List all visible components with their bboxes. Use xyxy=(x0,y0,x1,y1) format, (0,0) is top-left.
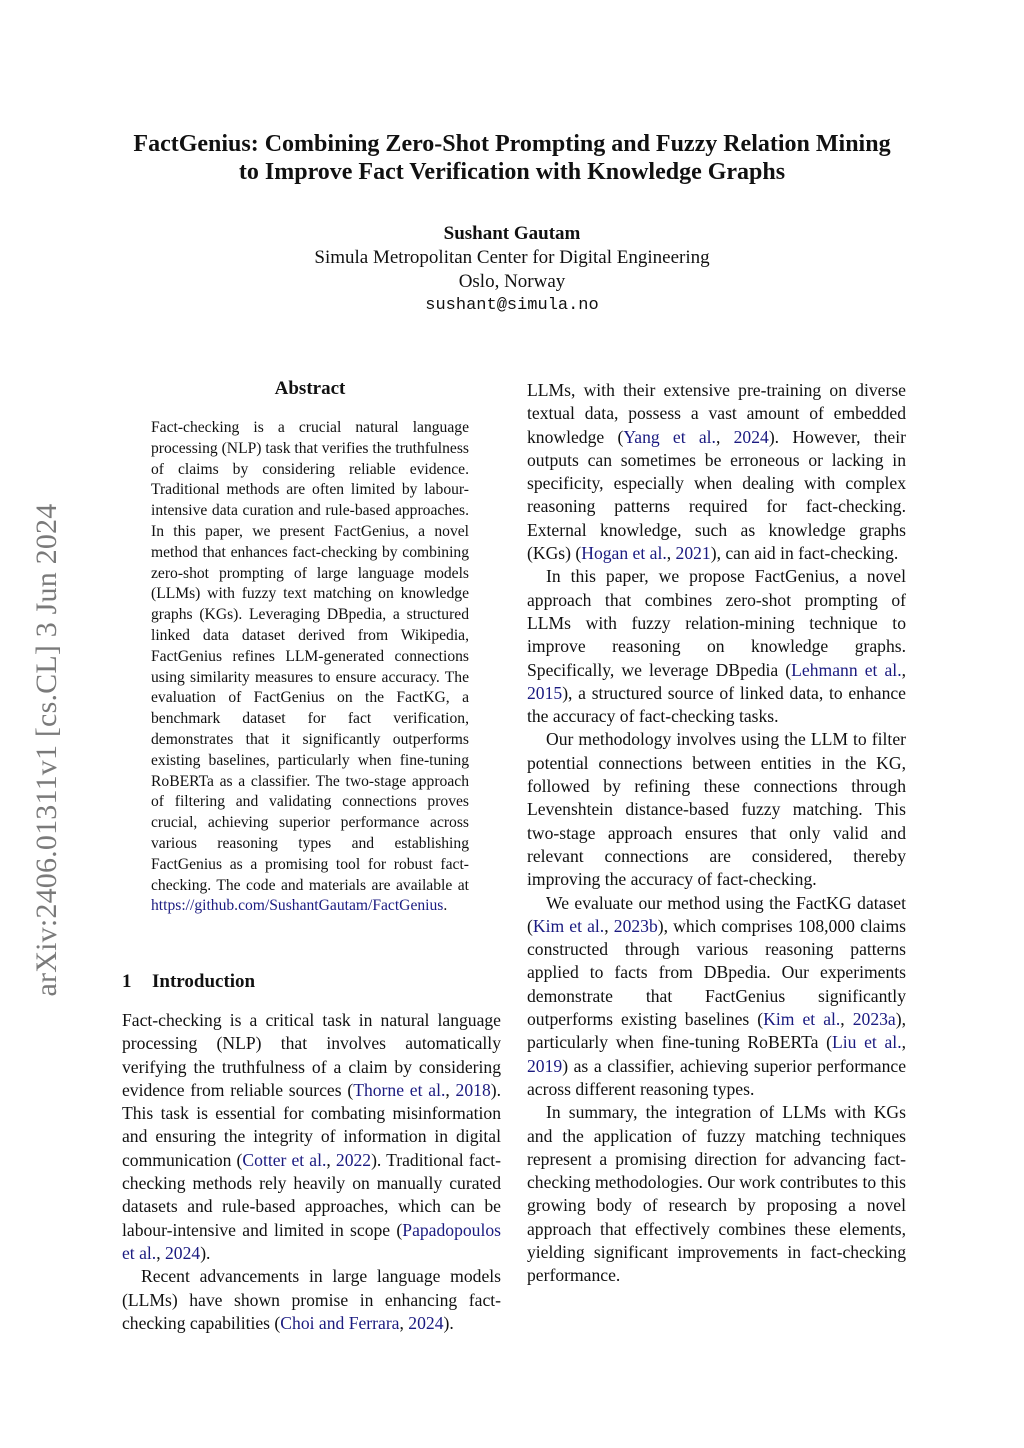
citation-link[interactable]: 2021 xyxy=(675,543,711,564)
code-repository-link[interactable]: https://github.com/SushantGautam/FactGenius xyxy=(151,897,444,915)
abstract-end: . xyxy=(443,897,448,915)
text-span: LLMs, with their extensive pre-training on diverse textual data, possess a vast amount of embedded knowledge ( xyxy=(527,380,906,447)
title-line-1: FactGenius: Combining Zero-Shot Prompting and Fuzzy Relation Mining xyxy=(133,131,891,157)
citation-link[interactable]: Lehmann et al. xyxy=(791,659,902,680)
text-span: ), a structured source of linked data, to enhance the accuracy of fact-checking tasks. xyxy=(527,682,906,727)
abstract-body: Fact-checking is a crucial natural language processing (NLP) task that verifies the truthfulness of claims by considering reliable evidence. Traditional methods are often limited by labour-intensive data curation and rule-based approaches. In this paper, we present FactGenius, a novel method that enhances fact-checking by combining zero-shot prompting of large language models (LLMs) with fuzzy text matching on knowledge graphs (KGs). Leveraging DBpedia, a structured linked data dataset derived from Wikipedia, FactGenius refines LLM-generated connections using similarity measures to ensure accuracy. The evaluation of FactGenius on the FactKG, a benchmark dataset for fact verification, demonstrates that it significantly outperforms existing baselines, particularly when fine-tuning RoBERTa as a classifier. The two-stage approach of filtering and validating connections proves crucial, achieving superior performance across various reasoning types and establishing FactGenius as a promising tool for robust fact-checking. The code and materials are available at xyxy=(151,419,469,894)
citation-link[interactable]: 2024 xyxy=(733,426,769,447)
section-title: Introduction xyxy=(152,971,256,992)
left-column xyxy=(122,1009,501,1335)
text-span: ) as a classifier, achieving superior performance across different reasoning types. xyxy=(527,1055,906,1099)
citation-link[interactable]: Kim et al. xyxy=(763,1009,841,1030)
text-span: , xyxy=(901,659,907,680)
text-span: , xyxy=(901,1032,907,1053)
citation-link[interactable]: Papadopoulos et al. xyxy=(122,1219,501,1263)
citation-link[interactable]: Liu et al. xyxy=(832,1032,902,1053)
citation-link[interactable]: Hogan et al. xyxy=(581,543,667,564)
abstract-text xyxy=(151,418,469,917)
citation-link[interactable]: 2023a xyxy=(852,1009,896,1030)
text-span: ). This task is essential for combating misinformation and ensuring the integrity of information in digital communication ( xyxy=(122,1079,501,1170)
title-line-2: to Improve Fact Verification with Knowledge Graphs xyxy=(238,159,786,185)
text-span: , xyxy=(445,1079,456,1100)
text-span: ). xyxy=(443,1312,454,1333)
abstract-heading: Abstract xyxy=(274,378,346,399)
citation-link[interactable]: Thorne et al. xyxy=(353,1079,446,1100)
citation-link[interactable]: 2024 xyxy=(408,1312,444,1333)
text-span: Recent advancements in large language models (LLMs) have shown promise in enhancing fact-checking capabilities ( xyxy=(122,1266,501,1333)
citation-link[interactable]: Yang et al. xyxy=(623,426,716,447)
text-span: , xyxy=(156,1242,165,1263)
intro-paragraph-1 xyxy=(122,1009,501,1265)
intro-paragraph-2 xyxy=(122,1265,501,1335)
citation-link[interactable]: 2018 xyxy=(455,1079,491,1100)
text-span: , xyxy=(666,543,676,564)
abstract-section xyxy=(151,378,469,917)
text-span: ). Traditional fact-checking methods rely heavily on manually curated datasets and rule-based approaches, which can be labour-intensive and limited in scope ( xyxy=(122,1149,501,1240)
author-block xyxy=(0,222,1024,318)
text-span: , xyxy=(326,1149,336,1170)
citation-link[interactable]: 2024 xyxy=(165,1242,201,1263)
intro-paragraph-5: Our methodology involves using the LLM to filter potential connections between entities in the KG, followed by refining these connections through Levenshtein distance-based fuzzy matching. This two-stage approach ensures that only valid and relevant connections are considered, thereby improving the accuracy of fact-checking. xyxy=(527,729,906,890)
text-span: , xyxy=(715,426,734,447)
citation-link[interactable]: 2015 xyxy=(527,682,563,703)
text-span: ), can aid in fact-checking. xyxy=(710,543,899,564)
author-email[interactable]: sushant@simula.no xyxy=(425,296,599,315)
arxiv-identifier-text: arXiv:2406.01311v1 [cs.CL] 3 Jun 2024 xyxy=(30,503,63,997)
text-span: Fact-checking is a critical task in natural language processing (NLP) that involves automatically verifying the truthfulness of a claim by considering evidence from reliable sources ( xyxy=(122,1010,501,1100)
section-heading-introduction xyxy=(122,971,255,993)
text-span: , xyxy=(604,915,614,936)
author-affiliation: Simula Metropolitan Center for Digital Engineering xyxy=(314,247,710,268)
text-span: In this paper, we propose FactGenius, a novel approach that combines zero-shot prompting of LLMs with fuzzy relation-mining technique to improve reasoning on knowledge graphs. Specifically, we leverage DBpedia ( xyxy=(527,566,906,680)
intro-paragraph-4 xyxy=(527,565,906,728)
citation-link[interactable]: 2023b xyxy=(613,915,658,936)
citation-link[interactable]: Kim et al. xyxy=(532,915,605,936)
text-span: , xyxy=(840,1009,853,1030)
citation-link[interactable]: 2019 xyxy=(527,1055,563,1076)
intro-paragraph-7: In summary, the integration of LLMs with KGs and the application of fuzzy matching techniques represent a promising direction for advancing fact-checking methodologies. Our work contributes to this growing body of research by proposing a novel approach that effectively combines these elements, yielding significant improvements in fact-checking performance. xyxy=(527,1102,906,1286)
paper-title xyxy=(0,130,1024,186)
text-span: We evaluate our method using the FactKG dataset ( xyxy=(527,892,906,936)
text-span: ), particularly when fine-tuning RoBERTa ( xyxy=(527,1009,906,1053)
author-name: Sushant Gautam xyxy=(443,223,581,244)
section-number: 1 xyxy=(122,971,132,992)
right-column xyxy=(527,379,906,1288)
arxiv-identifier xyxy=(22,460,72,1040)
citation-link[interactable]: Cotter et al. xyxy=(242,1149,327,1170)
text-span: , xyxy=(399,1312,409,1333)
citation-link[interactable]: 2022 xyxy=(335,1149,372,1170)
text-span: ). However, their outputs can sometimes be erroneous or lacking in specificity, especially when dealing with complex reasoning patterns required for fact-checking. External knowledge, such as knowledge graphs (KGs) ( xyxy=(527,426,906,564)
author-location: Oslo, Norway xyxy=(458,271,566,292)
intro-paragraph-6 xyxy=(527,892,906,1102)
text-span: ), which comprises 108,000 claims constructed through various reasoning patterns applied to facts from DBpedia. Our experiments demonstrate that FactGenius significantly outperforms existing baselines ( xyxy=(527,915,907,1030)
text-span: ). xyxy=(200,1242,211,1263)
intro-paragraph-3 xyxy=(527,379,906,565)
citation-link[interactable]: Choi and Ferrara xyxy=(280,1312,400,1333)
